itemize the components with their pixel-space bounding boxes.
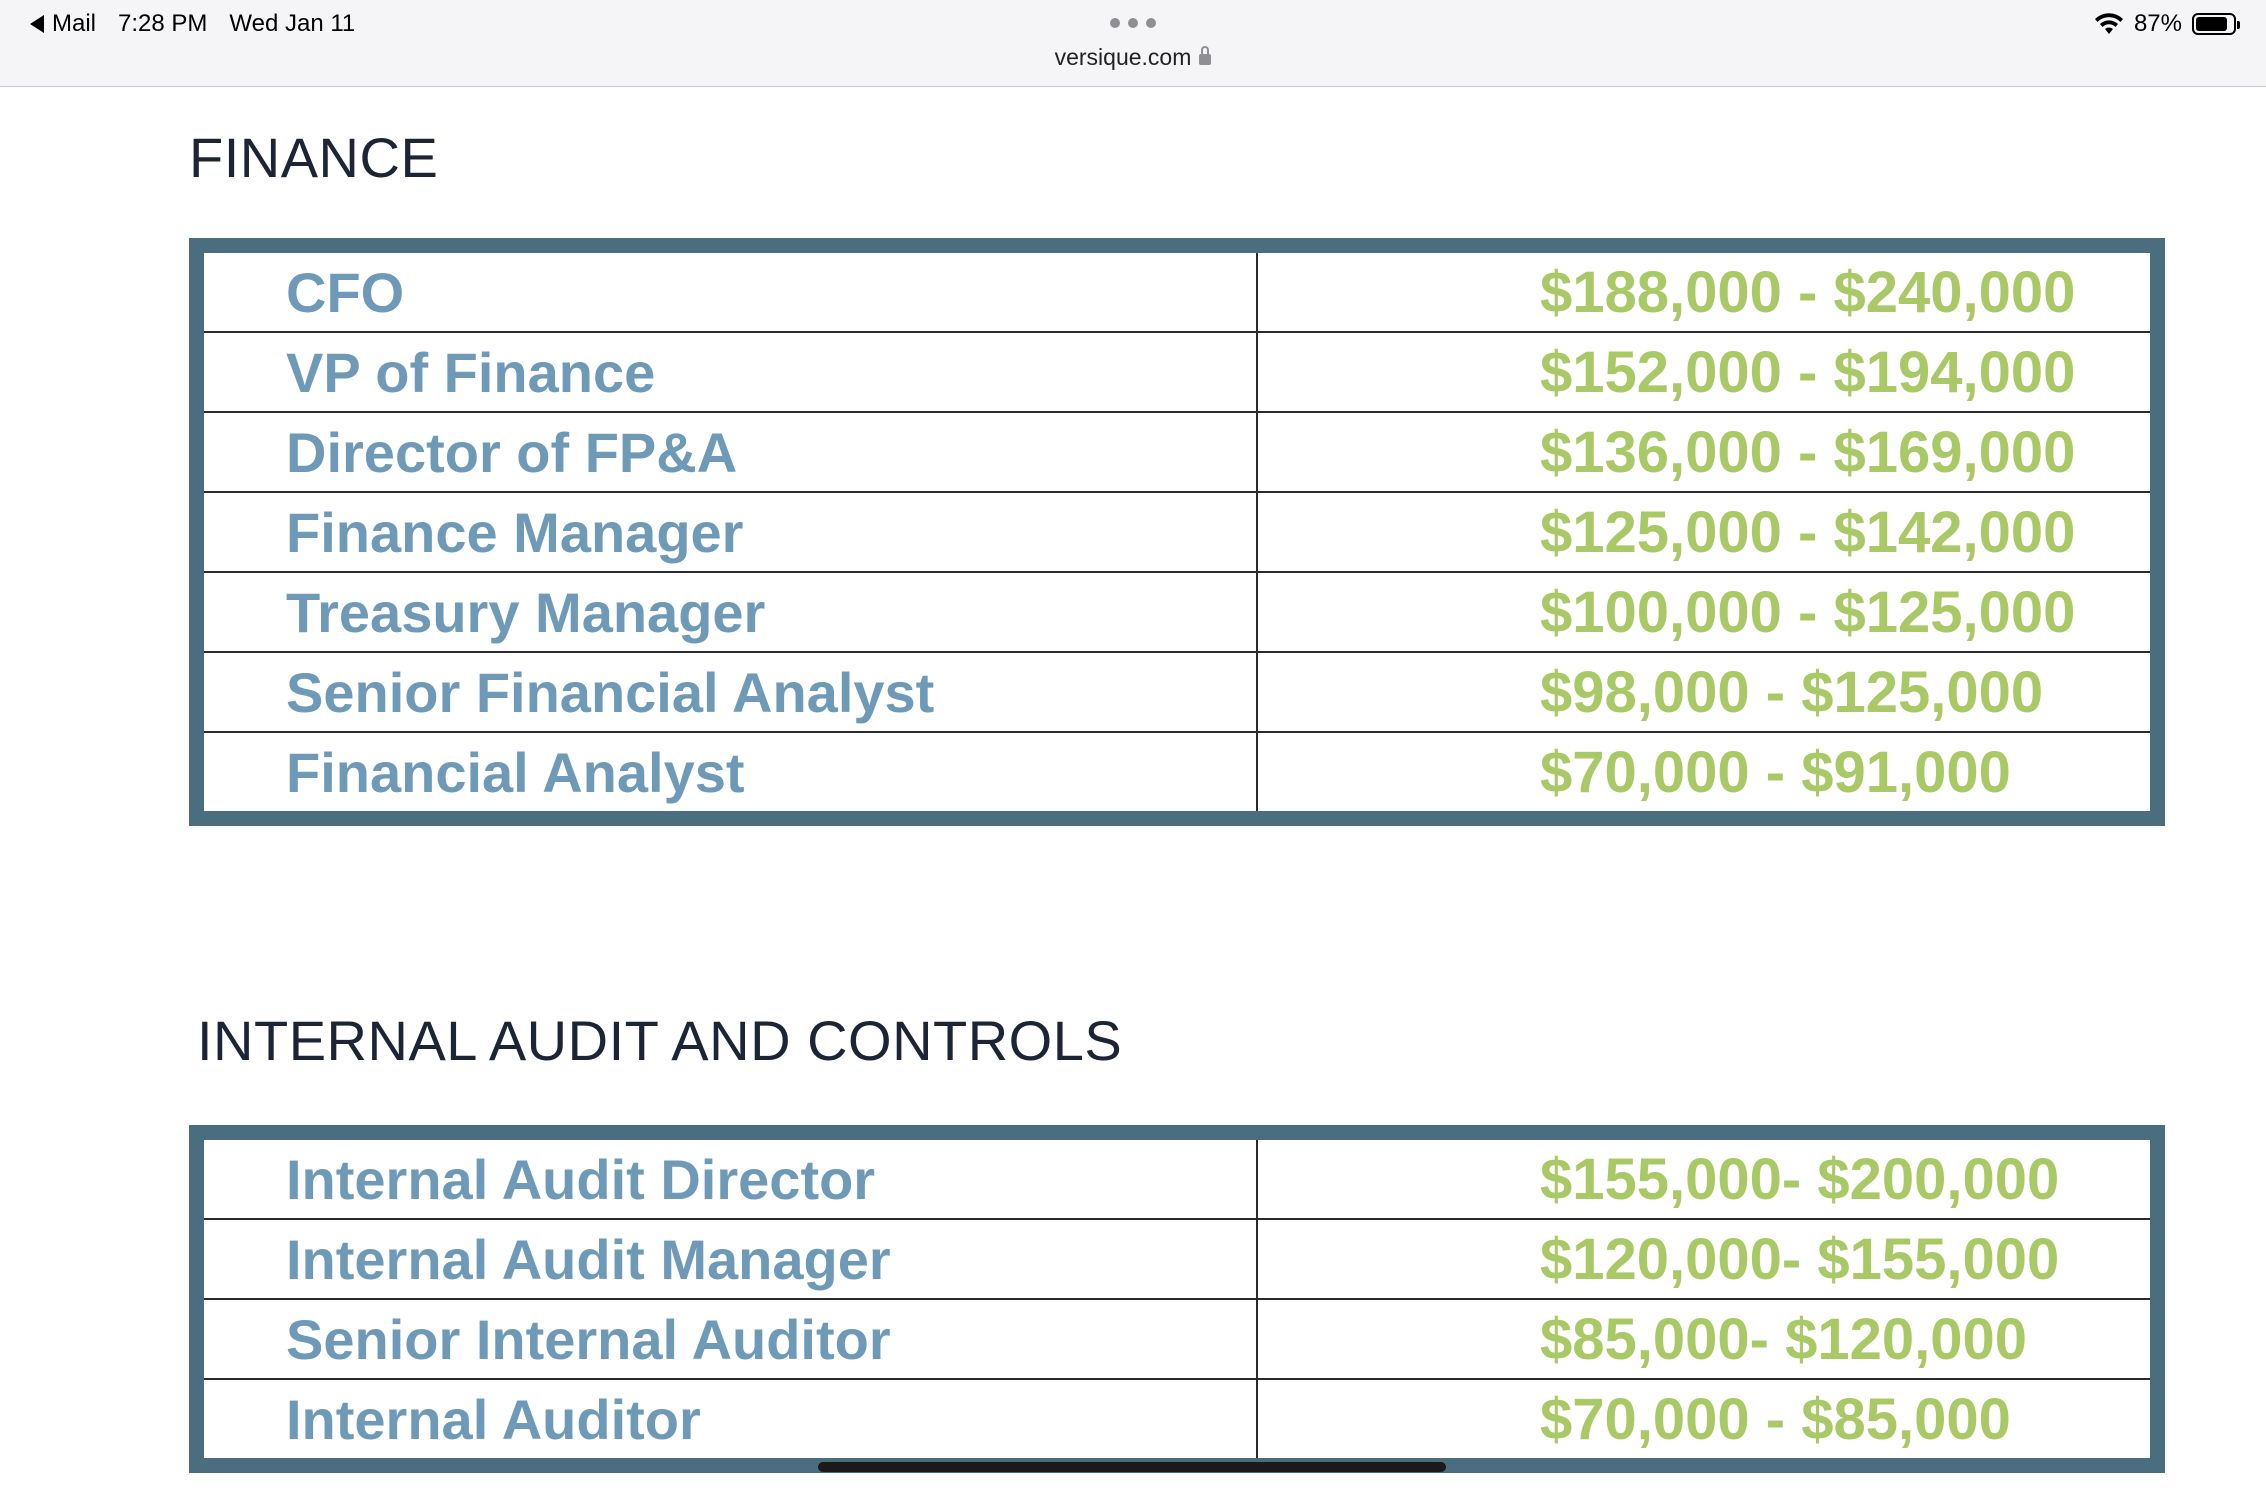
job-title-cell: Senior Financial Analyst bbox=[204, 652, 1257, 732]
table-row bbox=[204, 1379, 2150, 1458]
job-title-cell: Treasury Manager bbox=[204, 572, 1257, 652]
internal-audit-salary-table bbox=[189, 1125, 2165, 1473]
salary-range-cell: $70,000 - $85,000 bbox=[1540, 1386, 2011, 1452]
job-title-cell: Finance Manager bbox=[204, 492, 1257, 572]
address-bar[interactable] bbox=[0, 44, 2266, 71]
internal-audit-table-body bbox=[204, 1140, 2150, 1458]
multitasking-dots-icon[interactable] bbox=[1110, 18, 1156, 28]
salary-range-cell: $152,000 - $194,000 bbox=[1257, 332, 2150, 412]
job-title-cell: Internal Auditor bbox=[204, 1379, 1257, 1458]
wifi-icon bbox=[2094, 12, 2124, 36]
battery-icon bbox=[2192, 13, 2236, 35]
status-left bbox=[30, 10, 355, 38]
job-title-cell: Internal Audit Director bbox=[204, 1140, 1257, 1219]
salary-range-cell: $188,000 - $240,000 bbox=[1257, 253, 2150, 332]
table-row bbox=[204, 1140, 2150, 1219]
home-indicator[interactable] bbox=[818, 1462, 1446, 1472]
battery-percent: 87% bbox=[2133, 10, 2182, 37]
table-row bbox=[204, 1299, 2150, 1379]
table-row bbox=[204, 652, 2150, 732]
salary-range-cell: $155,000- $200,000 bbox=[1257, 1140, 2150, 1219]
salary-range-cell: $70,000 - $91,000 bbox=[1540, 739, 2011, 805]
job-title-cell: Senior Internal Auditor bbox=[204, 1299, 1257, 1379]
status-time: 7:28 PM bbox=[118, 10, 208, 37]
back-to-app-button[interactable] bbox=[30, 10, 96, 38]
salary-range-cell: $100,000 - $125,000 bbox=[1257, 572, 2150, 652]
table-row bbox=[204, 732, 2150, 811]
table-row bbox=[204, 412, 2150, 492]
lock-icon bbox=[1199, 54, 1211, 65]
status-right bbox=[2094, 10, 2236, 38]
salary-range-cell: $125,000 - $142,000 bbox=[1257, 492, 2150, 572]
section-title-internal-audit: INTERNAL AUDIT AND CONTROLS bbox=[197, 1009, 1123, 1072]
battery-fill bbox=[2196, 17, 2227, 31]
table-row bbox=[204, 332, 2150, 412]
table-row bbox=[204, 1219, 2150, 1299]
table-row bbox=[204, 572, 2150, 652]
salary-range-cell: $120,000- $155,000 bbox=[1257, 1219, 2150, 1299]
section-title-finance: FINANCE bbox=[189, 126, 439, 189]
job-title-cell: Director of FP&A bbox=[204, 412, 1257, 492]
status-bar bbox=[0, 0, 2266, 87]
url-text: versique.com bbox=[1054, 44, 1192, 70]
job-title-cell: VP of Finance bbox=[204, 332, 1257, 412]
back-app-label: Mail bbox=[52, 10, 97, 37]
table-row bbox=[204, 492, 2150, 572]
finance-table-body bbox=[204, 253, 2150, 811]
job-title-cell: CFO bbox=[204, 253, 1257, 332]
salary-range-cell: $85,000- $120,000 bbox=[1257, 1299, 2150, 1379]
job-title-cell: Financial Analyst bbox=[204, 732, 1257, 811]
status-date: Wed Jan 11 bbox=[229, 10, 356, 37]
salary-range-cell: $136,000 - $169,000 bbox=[1257, 412, 2150, 492]
table-row bbox=[204, 253, 2150, 332]
finance-salary-table bbox=[189, 238, 2165, 826]
back-arrow-icon bbox=[30, 15, 44, 33]
job-title-cell: Internal Audit Manager bbox=[204, 1219, 1257, 1299]
salary-range-cell: $98,000 - $125,000 bbox=[1257, 652, 2150, 732]
